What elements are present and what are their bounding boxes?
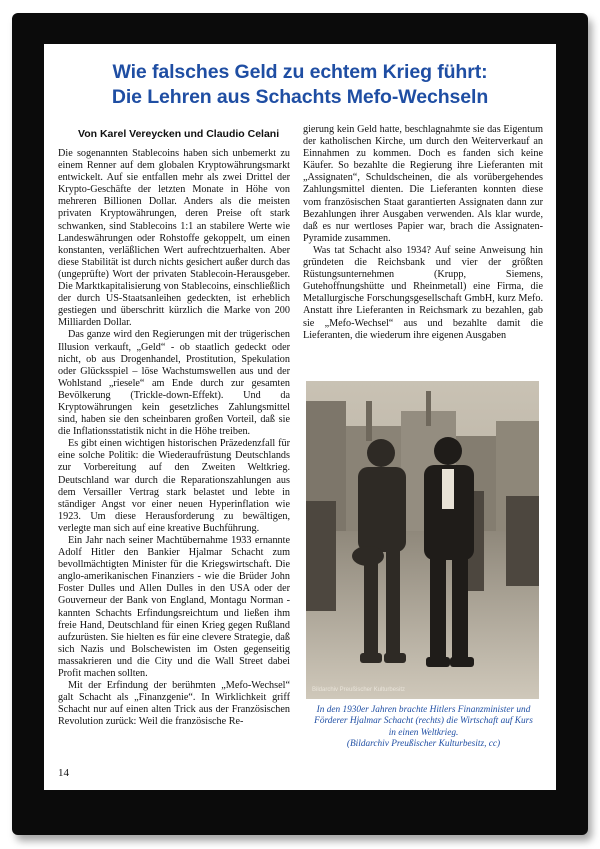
left-column: [58, 148, 290, 758]
photo-illustration: [306, 381, 539, 699]
paragraph: gierung kein Geld hatte, beschlagnahmte sie das Eigentum der katholischen Kirche, um durch den Weiterverkauf an Einnahmen zu kommen. Doch es fanden sich keine Käufer. So bezahlte die Regierung ihre Lieferanten mit „Assignaten“, Schuldscheinen, die als vorübergehendes Zahlungsmittel dienten. Die Lieferanten konnten diese vom französischen Staat garantierten Assignaten dann zur Bezahlungen ihrer Ausgaben verwenden. Als klar wurde, daß es nur wertloses Papier war, brach die Assignaten-Pyramide zusammen.: [303, 124, 543, 244]
historical-photo: [306, 381, 539, 699]
title-line-1: Wie falsches Geld zu echtem Krieg führt:: [112, 61, 488, 83]
magazine-page: [44, 44, 556, 790]
title-line-2: Die Lehren aus Schachts Mefo-Wechseln: [111, 86, 489, 108]
byline: Von Karel Vereycken und Claudio Celani: [78, 128, 280, 140]
photo-caption: [303, 705, 544, 751]
caption-line-3: in einen Weltkrieg.: [388, 727, 459, 738]
caption-line-4: (Bildarchiv Preußischer Kulturbesitz, cc): [346, 739, 501, 750]
caption-line-1: In den 1930er Jahren brachte Hitlers Finanzminister und: [316, 705, 531, 715]
right-column: [303, 124, 543, 364]
paragraph: Das ganze wird den Regierungen mit der trügerischen Illusion verkauft, „Geld“ - ob staatlich gedeckt oder nicht, ob aus Drogenhandel, Prostitution, Spekulation oder Glücksspiel – löse Wachstumswellen aus und der Wohlstand „riesele“ am Ende durch zur gesamten Bevölkerung (Trickle-down-Effekt). Und da Kryptowährungen kein gesetzliches Zahlungsmittel sind, haben sie den scheinbaren großen Vorteil, daß sie die Inflationsstatistik nicht in die Höhe treiben.: [58, 329, 290, 438]
paragraph: Was tat Schacht also 1934? Auf seine Anweisung hin gründeten die Reichsbank und vier der größten Rüstungsunternehmen (Krupp, Siemens, Gutehoffnungshütte und Rheinmetall) eine Firma, die Metallurgische Forschungsgesellschaft GmbH, kurz Mefo. Anstatt ihre Lieferanten in Reichsmark zu bezahlen, gab sie „Mefo-Wechsel“ aus und bezahlte damit die Lieferanten, die wiederum ihre eigenen Ausgaben: [303, 244, 543, 341]
caption-line-2: Förderer Hjalmar Schacht (rechts) die Wirtschaft auf Kurs: [314, 716, 533, 727]
paragraph: Ein Jahr nach seiner Machtübernahme 1933 ernannte Adolf Hitler den Bankier Hjalmar Schacht zum bevollmächtigten Minister für die Kriegswirtschaft. Die anglo-amerikanischen Finanziers - wie die Brüder John Foster Dulles und Allen Dulles in den USA oder der Gouverneur der Bank von England, Montagu Norman - kannten Schachts Erfindungsreichtum und ließen ihm freie Hand, Deutschland für einen Krieg gegen Rußland aufzurüsten. Sie hielten es für eine clevere Strategie, daß sich Nazis und Bolschewisten im Osten gegenseitig massakrieren und die City und die Wall Street dabei Profit machen sollten.: [58, 535, 290, 680]
paragraph: Es gibt einen wichtigen historischen Präzedenzfall für eine solche Politik: die Wiederaufrüstung Deutschlands zur Vorbereitung auf den Zweiten Weltkrieg. Deutschland war durch die Reparationszahlungen aus dem Versailler Vertrag stark belastet und lebte in ständiger Angst vor einer neuen Hyperinflation wie 1923. Um diese Herausforderung zu bewältigen, verlegte man sich auf eine kreative Buchführung.: [58, 438, 290, 534]
article-title: [44, 60, 556, 110]
page-number: 14: [58, 767, 69, 779]
paragraph: Mit der Erfindung der berühmten „Mefo-Wechsel“ galt Schacht als „Finanzgenie“. In Wirklichkeit griff Schacht nur auf einen alten Trick aus der Französischen Revolution zurück: Weil die französische Re-: [58, 680, 290, 728]
photo-watermark: Bildarchiv Preußischer Kulturbesitz: [312, 687, 406, 693]
paragraph: Die sogenannten Stablecoins haben sich unbemerkt zu einem Renner auf dem globalen Kryptowährungsmarkt entwickelt. Auf sie entfallen mehr als zwei Drittel der Krypto-Geschäfte der letzten Monate in Höhe von mehreren Billionen Dollar. Anders als die meisten privaten Kryptowährungen, deren Preise oft stark schwanken, sind Stablecoins 1:1 an stabilere Werte wie Landeswährungen oder Rohstoffe gekoppelt, um einen konstanten, verläßlichen Wert aufrechtzuerhalten. Aber diese Stabilität ist durch nichts gesichert außer durch das (ungeprüfte) Wort der privaten Stablecoin-Herausgeber. Die Marktkapitalisierung von Stablecoins, einschließlich der durch US-Staatsanleihen gedeckten, ist erheblich gestiegen und überschritt kürzlich die Marke von 200 Milliarden Dollar.: [58, 148, 290, 329]
